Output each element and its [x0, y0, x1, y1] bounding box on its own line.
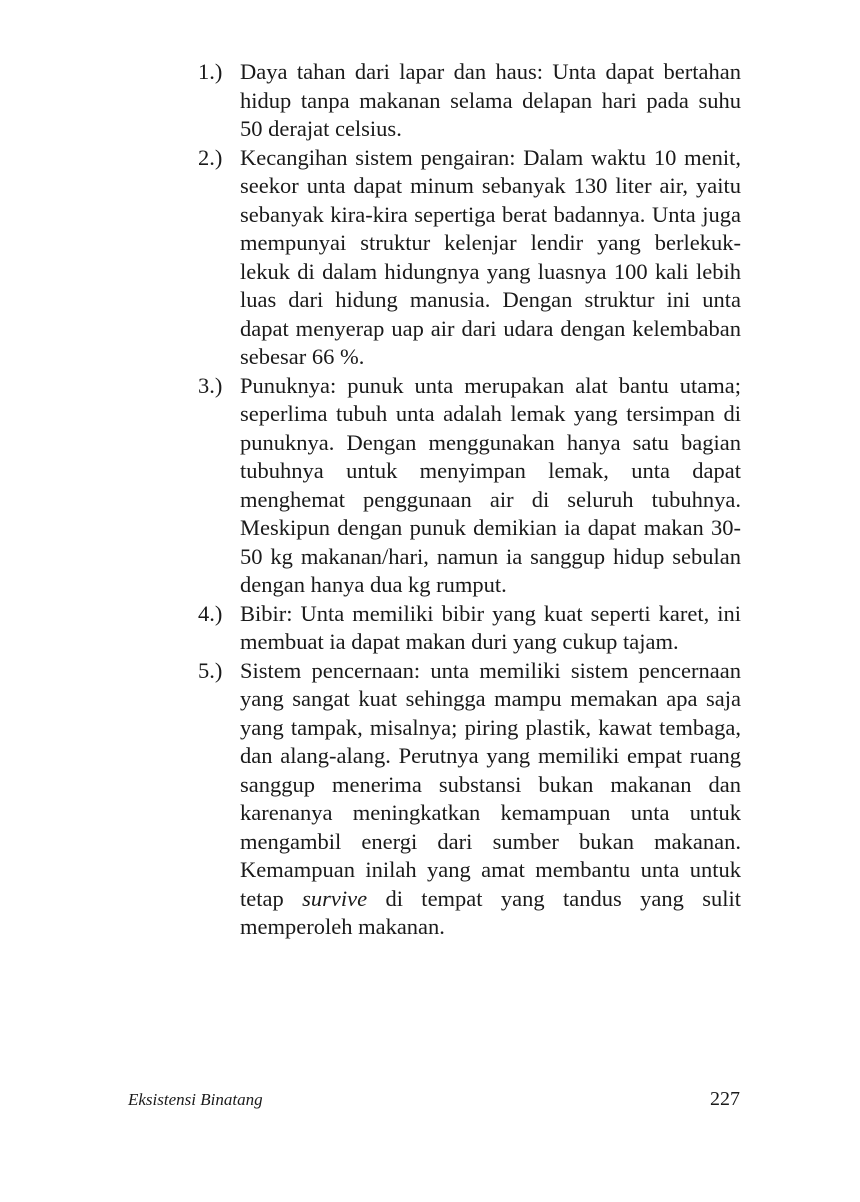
list-item-text-part: di tempat yang tandus yang sulit memperoleh makanan.	[240, 885, 741, 939]
list-item-text	[240, 657, 741, 942]
list-item-text: Kecangihan sistem pengairan: Dalam waktu 10 menit, seekor unta dapat minum sebanyak 130 liter air, yaitu sebanyak kira-kira sepertiga berat badannya. Unta juga mempunyai struktur kelenjar lendir yang berlekuk-lekuk di dalam hidungnya yang luasnya 100 kali lebih luas dari hidung manusia. Dengan struktur ini unta dapat menyerap uap air dari udara dengan kelembaban sebesar 66 %.	[240, 144, 741, 369]
page-number: 227	[710, 1088, 740, 1110]
list-item	[198, 600, 741, 657]
italic-term: survive	[302, 885, 368, 911]
list-item-number: 2.)	[198, 144, 223, 170]
running-footer-title: Eksistensi Binatang	[128, 1090, 263, 1109]
list-item	[198, 144, 741, 372]
list-item-text-part: Sistem pencernaan: unta memiliki sistem pencernaan yang sangat kuat sehingga mampu memakan apa saja yang tampak, misalnya; piring plastik, kawat tembaga, dan alang-alang. Perutnya yang memiliki empat ruang sanggup menerima substansi bukan makanan dan karenanya meningkatkan kemampuan unta untuk mengambil energi dari sumber bukan makanan. Kemampuan inilah yang amat membantu unta untuk tetap	[240, 657, 741, 911]
list-item-number: 5.)	[198, 657, 223, 683]
list-item-number: 3.)	[198, 372, 223, 398]
list-item-text: Daya tahan dari lapar dan haus: Unta dapat bertahan hidup tanpa makanan selama delapan hari pada suhu 50 derajat celsius.	[240, 59, 741, 141]
list-item	[198, 372, 741, 600]
list-item	[198, 657, 741, 942]
list-item-number: 1.)	[198, 59, 223, 84]
numbered-list	[198, 58, 741, 942]
list-item-text: Punuknya: punuk unta merupakan alat bantu utama; seperlima tubuh unta adalah lemak yang tersimpan di punuknya. Dengan menggunakan hanya satu bagian tubuhnya untuk menyimpan lemak, unta dapat menghemat penggunaan air di seluruh tubuhnya. Meskipun dengan punuk demikian ia dapat makan 30-50 kg makanan/hari, namun ia sanggup hidup sebulan dengan hanya dua kg rumput.	[240, 372, 741, 597]
list-item-text: Bibir: Unta memiliki bibir yang kuat seperti karet, ini membuat ia dapat makan duri yang cukup tajam.	[240, 600, 741, 654]
list-item	[198, 58, 741, 144]
list-item-number: 4.)	[198, 600, 223, 626]
